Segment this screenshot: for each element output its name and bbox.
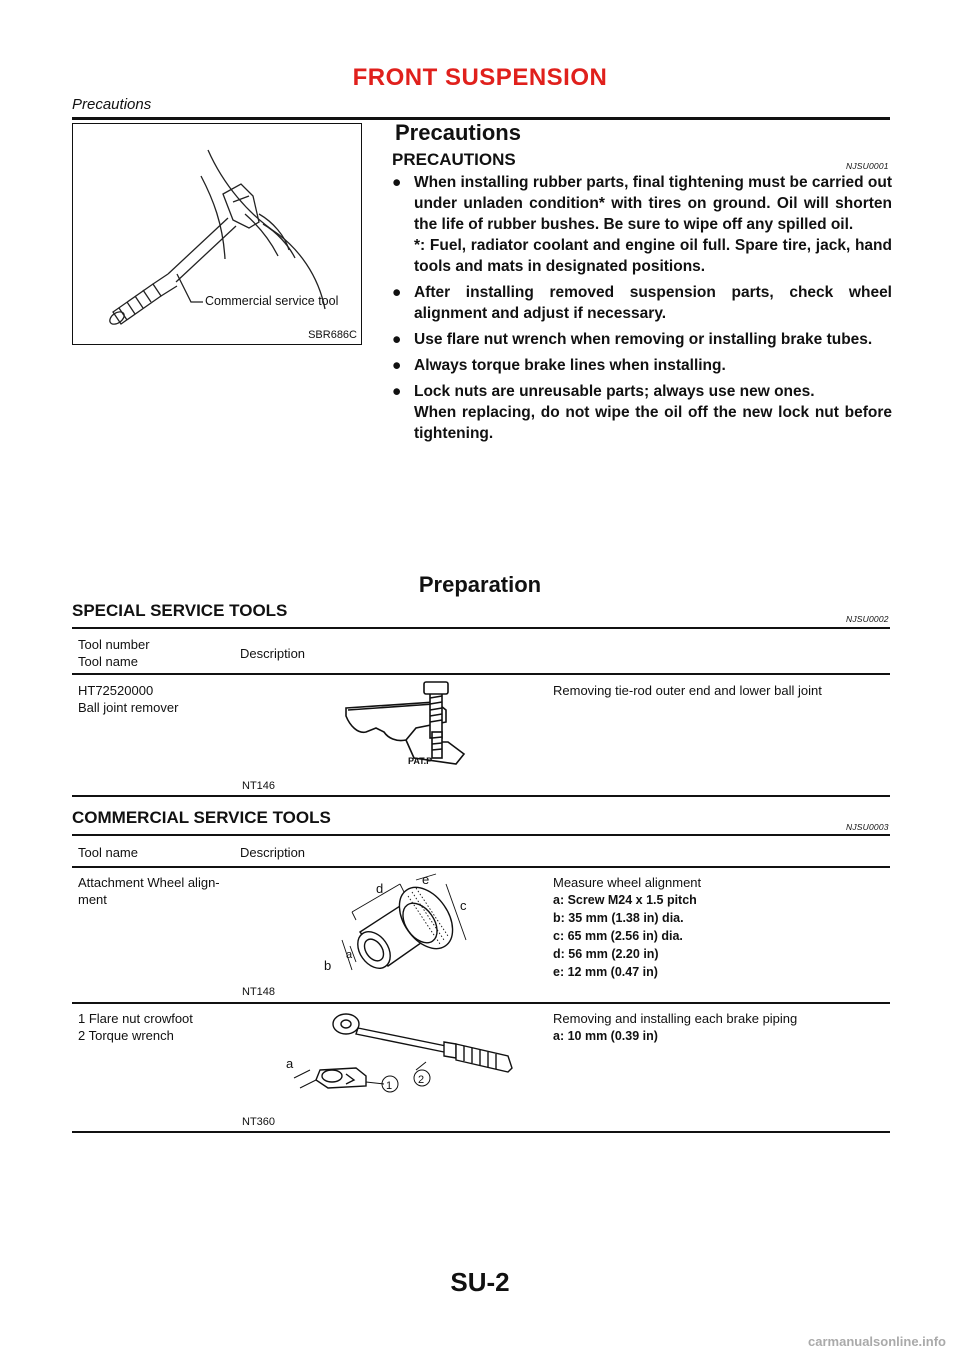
spec-line: d: 56 mm (2.20 in) xyxy=(553,947,659,961)
figure-label: Commercial service tool xyxy=(205,294,339,308)
tool-name: Attachment Wheel align- xyxy=(78,875,220,890)
figure-code: NT360 xyxy=(242,1116,276,1128)
spec-line: e: 12 mm (0.47 in) xyxy=(553,965,658,979)
figure-letter: 2 xyxy=(418,1074,425,1086)
figure-code: NT148 xyxy=(242,986,276,998)
attachment-illustration xyxy=(316,866,486,986)
commercial-tools-bottom-rule xyxy=(72,1131,890,1133)
tool-number: HT72520000 xyxy=(78,683,154,698)
watermark: carmanualsonline.info xyxy=(808,1334,946,1349)
bullet-icon: ● xyxy=(392,174,402,191)
bullet-icon: ● xyxy=(392,331,402,348)
table-header-description: Description xyxy=(240,646,306,661)
special-tools-code: NJSU0002 xyxy=(846,614,889,624)
commercial-tools-title: COMMERCIAL SERVICE TOOLS xyxy=(72,808,331,827)
list-item xyxy=(392,282,892,324)
bullet-icon: ● xyxy=(392,284,402,301)
item-text: After installing removed suspension parts, check wheel alignment and adjust if necessary. xyxy=(414,284,892,322)
list-item xyxy=(392,355,892,376)
page-header-subtitle: Precautions xyxy=(72,96,152,113)
spec-line: a: 10 mm (0.39 in) xyxy=(553,1029,658,1043)
spec-line: b: 35 mm (1.38 in) dia. xyxy=(553,911,684,925)
item-text: Always torque brake lines when installing. xyxy=(414,357,726,374)
special-tools-bottom-rule xyxy=(72,795,890,797)
item-text: Use flare nut wrench when removing or installing brake tubes. xyxy=(414,331,873,348)
tool-name: 2 Torque wrench xyxy=(78,1028,174,1043)
tool-description: Removing tie-rod outer end and lower ball joint xyxy=(553,683,822,698)
figure-letter: d xyxy=(376,881,384,896)
figure-code: NT146 xyxy=(242,780,276,792)
figure-letter: e xyxy=(422,872,430,887)
figure-code: SBR686C xyxy=(308,329,357,341)
tool-description: Removing and installing each brake piping xyxy=(553,1011,798,1026)
wrench-illustration xyxy=(73,124,363,346)
list-item xyxy=(392,172,892,277)
crowfoot-torque-wrench-illustration xyxy=(276,1006,526,1116)
preparation-title: Preparation xyxy=(418,572,542,597)
special-tools-title: SPECIAL SERVICE TOOLS xyxy=(72,601,288,620)
item-text: Lock nuts are unreusable parts; always use new ones. xyxy=(414,383,815,400)
item-note: *: Fuel, radiator coolant and engine oil full. Spare tire, jack, hand tools and mats in designated positions. xyxy=(414,237,892,275)
item-text: When installing rubber parts, final tightening must be carried out under unladen condition* with tires on ground. Oil will shorten the life of rubber bushes. Be sure to wipe off any spilled oil. xyxy=(414,174,892,233)
tool-name: 1 Flare nut crowfoot xyxy=(78,1011,193,1026)
figure-letter: b xyxy=(324,958,332,973)
list-item xyxy=(392,381,892,444)
precautions-figure xyxy=(72,123,362,345)
precautions-code: NJSU0001 xyxy=(846,161,889,171)
ball-joint-remover-illustration xyxy=(336,680,476,780)
item-note: When replacing, do not wipe the oil off the new lock nut before tightening. xyxy=(414,404,892,442)
figure-letter: a xyxy=(346,949,353,961)
figure-letter: c xyxy=(460,898,467,913)
table-header-description: Description xyxy=(240,845,306,860)
tool-name: ment xyxy=(78,892,107,907)
figure-letter: a xyxy=(286,1056,294,1071)
bullet-icon: ● xyxy=(392,383,402,400)
table-header-tool-number xyxy=(78,636,150,670)
bullet-icon: ● xyxy=(392,357,402,374)
tool-name: Ball joint remover xyxy=(78,700,179,715)
special-tools-rule xyxy=(72,627,890,629)
row-divider xyxy=(72,1002,890,1004)
precautions-title: Precautions xyxy=(395,120,521,145)
table-header-tool-name: Tool name xyxy=(78,845,138,860)
spec-line: c: 65 mm (2.56 in) dia. xyxy=(553,929,683,943)
precautions-list xyxy=(392,172,892,449)
commercial-tools-rule xyxy=(72,834,890,836)
figure-label: PAT.P xyxy=(408,756,433,766)
spec-line: a: Screw M24 x 1.5 pitch xyxy=(553,893,697,907)
page-header-title: FRONT SUSPENSION xyxy=(352,64,608,91)
page-number: SU-2 xyxy=(450,1267,510,1297)
figure-letter: 1 xyxy=(386,1080,393,1092)
list-item xyxy=(392,329,892,350)
header-line: Tool number xyxy=(78,637,150,652)
precautions-subtitle: PRECAUTIONS xyxy=(392,150,516,169)
header-line: Tool name xyxy=(78,654,138,669)
commercial-tools-code: NJSU0003 xyxy=(846,822,889,832)
tool-description: Measure wheel alignment xyxy=(553,875,702,890)
table-header-rule xyxy=(72,673,890,675)
